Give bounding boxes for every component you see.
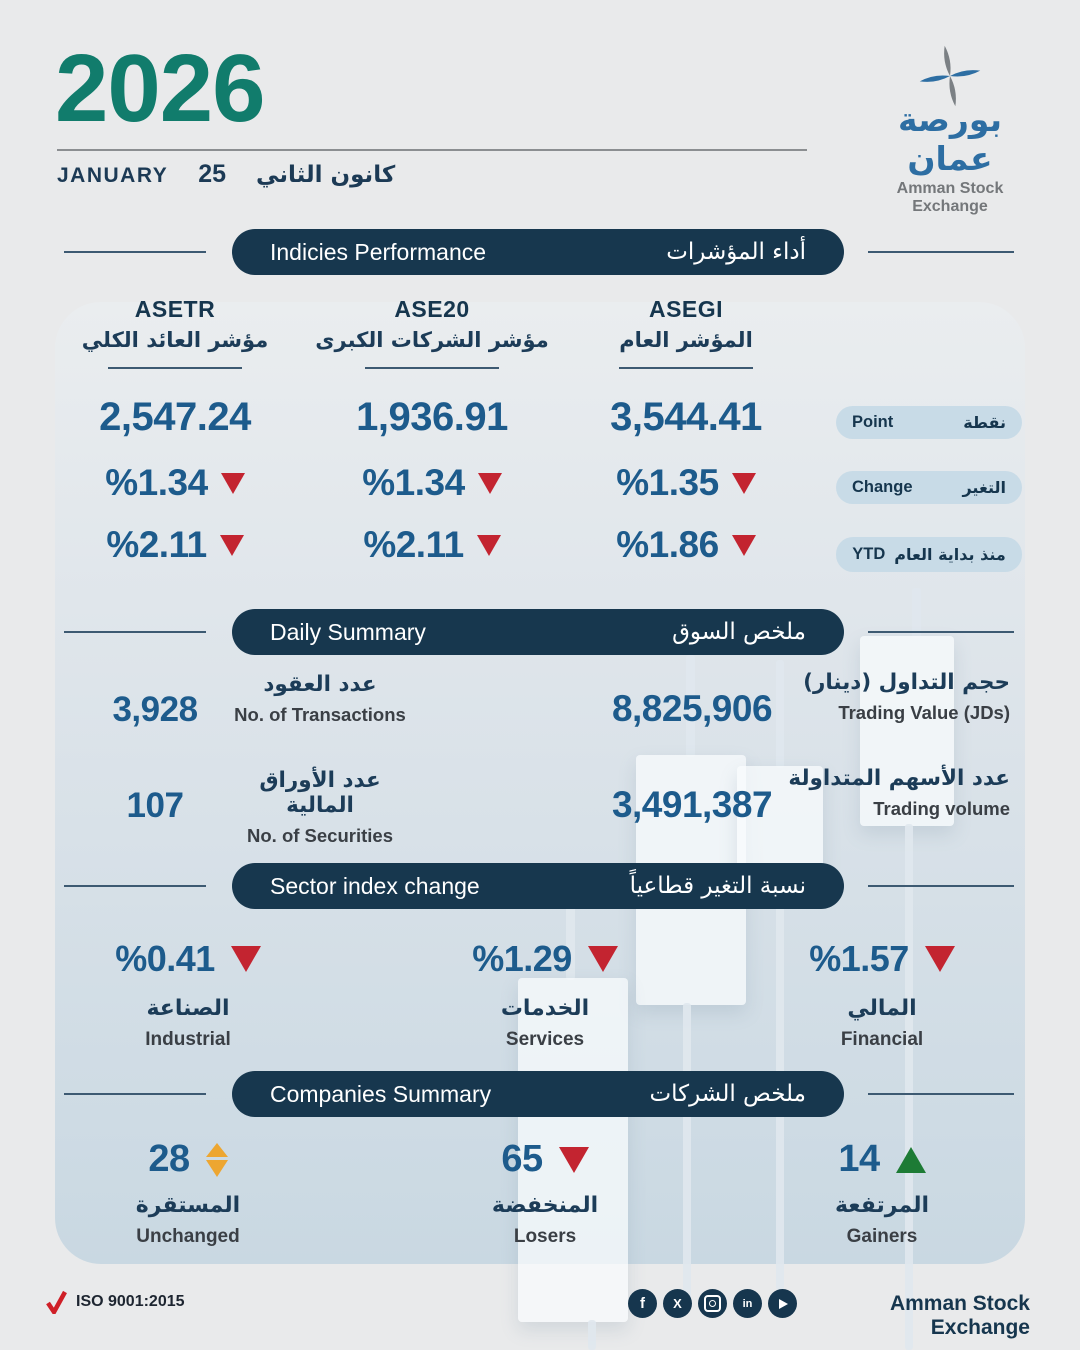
sector-label-en: Financial	[840, 1029, 924, 1050]
section-title-ar: ملخص السوق	[672, 619, 806, 645]
divider-line	[64, 885, 206, 887]
page-title-year: 2026	[55, 35, 265, 142]
companies-label-ar: المستقرة	[135, 1193, 241, 1218]
badge-label-ar: التغير	[962, 478, 1006, 497]
sector-label-en: Industrial	[145, 1029, 231, 1050]
badge-label-en: Point	[852, 413, 894, 431]
down-triangle-icon	[588, 946, 618, 972]
companies-label-en: Gainers	[846, 1226, 918, 1247]
x-twitter-icon[interactable]: X	[663, 1289, 692, 1318]
transactions-label	[225, 672, 415, 726]
divider-line	[365, 367, 499, 369]
label-ar: عدد الأسهم المتداولة	[788, 766, 1010, 791]
index-ytd-value: %1.86	[616, 524, 719, 565]
trading-volume-value: 3,491,387	[611, 784, 773, 825]
section-title-en: Indicies Performance	[270, 238, 487, 265]
sector-services	[395, 938, 695, 1051]
sector-change-value: %1.57	[809, 938, 909, 979]
index-ytd-value: %2.11	[363, 524, 464, 565]
section-title-en: Daily Summary	[270, 618, 426, 645]
section-pill-daily-summary	[232, 609, 844, 655]
companies-label-ar: المرتفعة	[834, 1193, 930, 1218]
facebook-icon[interactable]: f	[628, 1289, 657, 1318]
badge-label-en: Change	[852, 478, 913, 496]
index-column-ase20	[302, 296, 562, 566]
divider-line	[868, 1093, 1014, 1095]
iso-label: ISO 9001:2015	[76, 1293, 185, 1310]
index-code: ASEGI	[648, 296, 724, 322]
index-code: ASETR	[134, 296, 216, 322]
up-triangle-icon	[896, 1147, 926, 1173]
checkmark-icon	[46, 1290, 68, 1314]
divider-line	[868, 631, 1014, 633]
index-column-asetr	[45, 296, 305, 566]
divider-line	[619, 367, 753, 369]
row-badge-change	[836, 471, 1022, 504]
row-badge-ytd	[836, 537, 1022, 572]
label-en: No. of Transactions	[234, 704, 406, 725]
index-change-value: %1.35	[616, 462, 719, 503]
index-name-ar: المؤشر العام	[619, 328, 753, 352]
divider-line	[64, 251, 206, 253]
date-month-ar: كانون الثاني	[256, 162, 396, 188]
companies-label-en: Unchanged	[136, 1226, 240, 1247]
trading-volume-label	[758, 766, 1010, 820]
divider-line	[64, 631, 206, 633]
row-badge-point	[836, 406, 1022, 439]
social-links	[628, 1289, 797, 1318]
index-change-value: %1.34	[362, 462, 465, 503]
label-ar: حجم التداول (دينار)	[803, 670, 1010, 695]
down-triangle-icon	[925, 946, 955, 972]
index-column-asegi	[556, 296, 816, 566]
sector-change-value: %0.41	[115, 938, 215, 979]
header-divider	[57, 149, 807, 151]
securities-value: 107	[126, 786, 184, 825]
index-point-value: 2,547.24	[99, 395, 251, 439]
index-name-ar: مؤشر العائد الكلي	[81, 328, 269, 352]
companies-gainers	[732, 1138, 1032, 1248]
index-ytd-value: %2.11	[106, 524, 207, 565]
companies-label-en: Losers	[513, 1226, 577, 1247]
section-pill-indices	[232, 229, 844, 275]
section-title-ar: نسبة التغير قطاعياً	[629, 873, 806, 899]
down-triangle-icon	[559, 1147, 589, 1173]
report-date	[57, 160, 395, 189]
label-ar: عدد العقود	[263, 672, 377, 697]
down-triangle-icon	[220, 535, 244, 556]
companies-count: 65	[501, 1138, 543, 1180]
sector-change-value: %1.29	[472, 938, 572, 979]
linkedin-icon[interactable]: in	[733, 1289, 762, 1318]
sector-industrial	[38, 938, 338, 1051]
index-name-ar: مؤشر الشركات الكبرى	[315, 328, 549, 352]
down-triangle-icon	[231, 946, 261, 972]
trading-value: 8,825,906	[611, 688, 773, 729]
sector-label-ar: الخدمات	[500, 996, 590, 1021]
companies-count: 14	[838, 1138, 880, 1180]
transactions-value: 3,928	[112, 690, 198, 729]
section-title-ar: أداء المؤشرات	[666, 239, 806, 265]
date-day: 25	[198, 160, 227, 188]
badge-label-en: YTD	[852, 545, 886, 563]
instagram-icon[interactable]	[698, 1289, 727, 1318]
footer-brand-name: Amman Stock Exchange	[889, 1292, 1030, 1339]
ase-logo	[858, 44, 1042, 216]
companies-losers	[395, 1138, 695, 1248]
date-month-en: JANUARY	[57, 164, 169, 187]
label-ar: عدد الأوراق المالية	[259, 768, 381, 818]
section-pill-companies	[232, 1071, 844, 1117]
ase-star-icon	[913, 39, 987, 113]
index-change-value: %1.34	[105, 462, 208, 503]
securities-label	[225, 768, 415, 847]
divider-line	[64, 1093, 206, 1095]
unchanged-diamond-icon	[206, 1143, 228, 1177]
logo-name-english: Amman Stock Exchange	[896, 180, 1004, 215]
divider-line	[868, 251, 1014, 253]
sector-label-en: Services	[505, 1029, 585, 1050]
down-triangle-icon	[732, 535, 756, 556]
section-title-en: Companies Summary	[270, 1080, 492, 1107]
label-en: Trading Value (JDs)	[838, 702, 1010, 723]
trading-value-label	[758, 670, 1010, 724]
iso-certification	[46, 1290, 185, 1314]
index-point-value: 1,936.91	[356, 395, 508, 439]
companies-label-ar: المنخفضة	[491, 1193, 599, 1218]
index-point-value: 3,544.41	[610, 395, 762, 439]
down-triangle-icon	[477, 535, 501, 556]
label-en: No. of Securities	[247, 825, 393, 846]
divider-line	[108, 367, 242, 369]
companies-count: 28	[148, 1138, 190, 1180]
section-pill-sector	[232, 863, 844, 909]
logo-name-arabic: بورصة عمان	[898, 100, 1002, 178]
sector-financial	[732, 938, 1032, 1051]
badge-label-ar: منذ بداية العام	[894, 545, 1006, 564]
section-title-en: Sector index change	[270, 872, 480, 899]
down-triangle-icon	[221, 473, 245, 494]
index-code: ASE20	[394, 296, 470, 322]
label-en: Trading volume	[873, 798, 1010, 819]
section-title-ar: ملخص الشركات	[649, 1081, 806, 1107]
badge-label-ar: نقطة	[963, 413, 1006, 432]
down-triangle-icon	[732, 473, 756, 494]
down-triangle-icon	[478, 473, 502, 494]
companies-unchanged	[38, 1138, 338, 1248]
divider-line	[868, 885, 1014, 887]
sector-label-ar: الصناعة	[146, 996, 230, 1021]
sector-label-ar: المالي	[847, 996, 917, 1021]
